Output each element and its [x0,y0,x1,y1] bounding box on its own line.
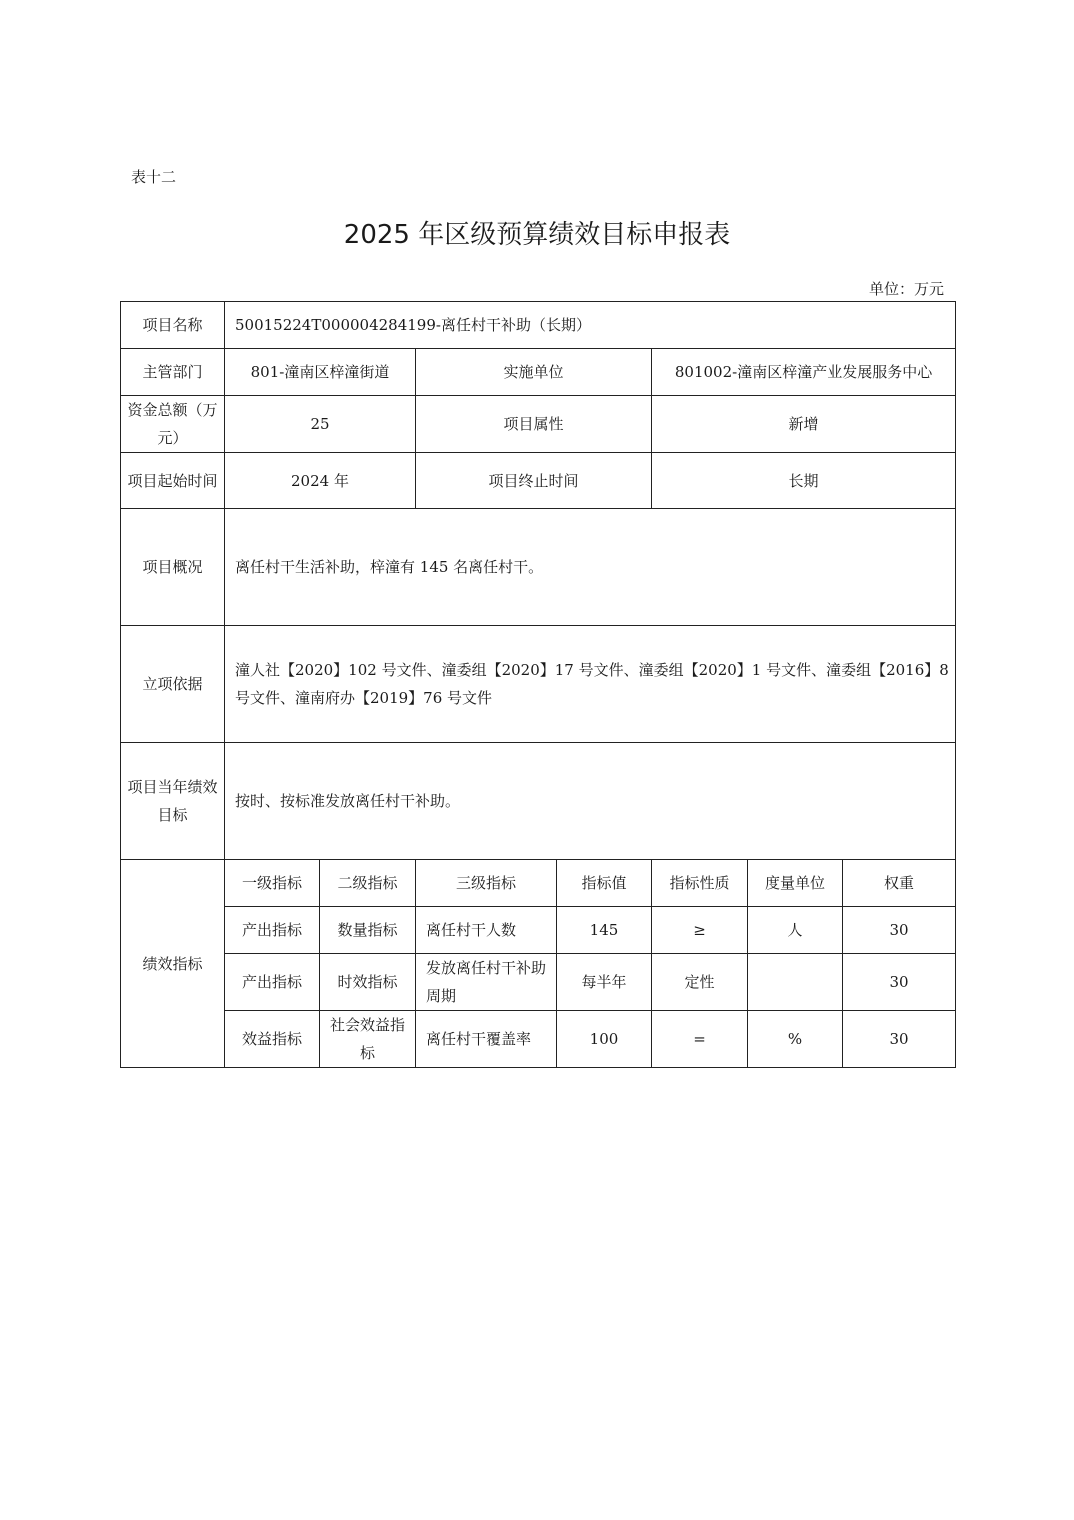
level1-cell: 产出指标 [225,907,320,954]
goal-label: 项目当年绩效目标 [121,743,225,860]
funds-label: 资金总额（万元） [121,396,225,453]
impl-value: 801002-潼南区梓潼产业发展服务中心 [652,349,956,396]
goal-value: 按时、按标准发放离任村干补助。 [225,743,956,860]
value-cell: 100 [557,1011,652,1068]
start-value: 2024 年 [225,453,416,509]
page-title: 2025 年区级预算绩效目标申报表 [343,220,731,250]
basis-value: 潼人社【2020】102 号文件、潼委组【2020】17 号文件、潼委组【2020】1 号文件、潼委组【2016】8 号文件、潼南府办【2019】76 号文件 [225,626,956,743]
row-funds [121,396,956,453]
header-cell: 度量单位 [748,860,843,907]
unit-cell: 人 [748,907,843,954]
value-cell: 145 [557,907,652,954]
overview-value: 离任村干生活补助，梓潼有 145 名离任村干。 [225,509,956,626]
level3-cell: 离任村干人数 [416,907,557,954]
level1-cell: 产出指标 [225,954,320,1011]
weight-cell: 30 [843,954,956,1011]
basis-label: 立项依据 [121,626,225,743]
header-cell: 指标值 [557,860,652,907]
weight-cell: 30 [843,1011,956,1068]
dept-label: 主管部门 [121,349,225,396]
attr-label: 项目属性 [416,396,652,453]
header-cell: 三级指标 [416,860,557,907]
header-cell: 一级指标 [225,860,320,907]
row-department [121,349,956,396]
table-number-label: 表十二 [131,168,177,186]
level3-cell: 发放离任村干补助周期 [416,954,557,1011]
attr-value: 新增 [652,396,956,453]
unit-label: 单位：万元 [868,280,944,298]
value-cell: 每半年 [557,954,652,1011]
end-label: 项目终止时间 [416,453,652,509]
dept-value: 801-潼南区梓潼街道 [225,349,416,396]
weight-cell: 30 [843,907,956,954]
row-project-name [121,302,956,349]
indicators-section-label: 绩效指标 [121,860,225,1068]
nature-cell: 定性 [652,954,748,1011]
project-name-label: 项目名称 [121,302,225,349]
unit-cell: % [748,1011,843,1068]
impl-label: 实施单位 [416,349,652,396]
table-row [121,1011,956,1068]
level1-cell: 效益指标 [225,1011,320,1068]
overview-label: 项目概况 [121,509,225,626]
table-row [121,907,956,954]
nature-cell: = [652,1011,748,1068]
row-basis [121,626,956,743]
row-overview [121,509,956,626]
level2-cell: 数量指标 [320,907,416,954]
row-period [121,453,956,509]
table-row [121,954,956,1011]
level3-cell: 离任村干覆盖率 [416,1011,557,1068]
end-value: 长期 [652,453,956,509]
unit-cell [748,954,843,1011]
funds-value: 25 [225,396,416,453]
header-cell: 权重 [843,860,956,907]
header-cell: 二级指标 [320,860,416,907]
start-label: 项目起始时间 [121,453,225,509]
indicator-header-row [121,860,956,907]
header-cell: 指标性质 [652,860,748,907]
level2-cell: 社会效益指标 [320,1011,416,1068]
project-name-value: 50015224T000004284199-离任村干补助（长期） [225,302,956,349]
budget-performance-table [120,301,956,1068]
row-goal [121,743,956,860]
level2-cell: 时效指标 [320,954,416,1011]
nature-cell: ≥ [652,907,748,954]
